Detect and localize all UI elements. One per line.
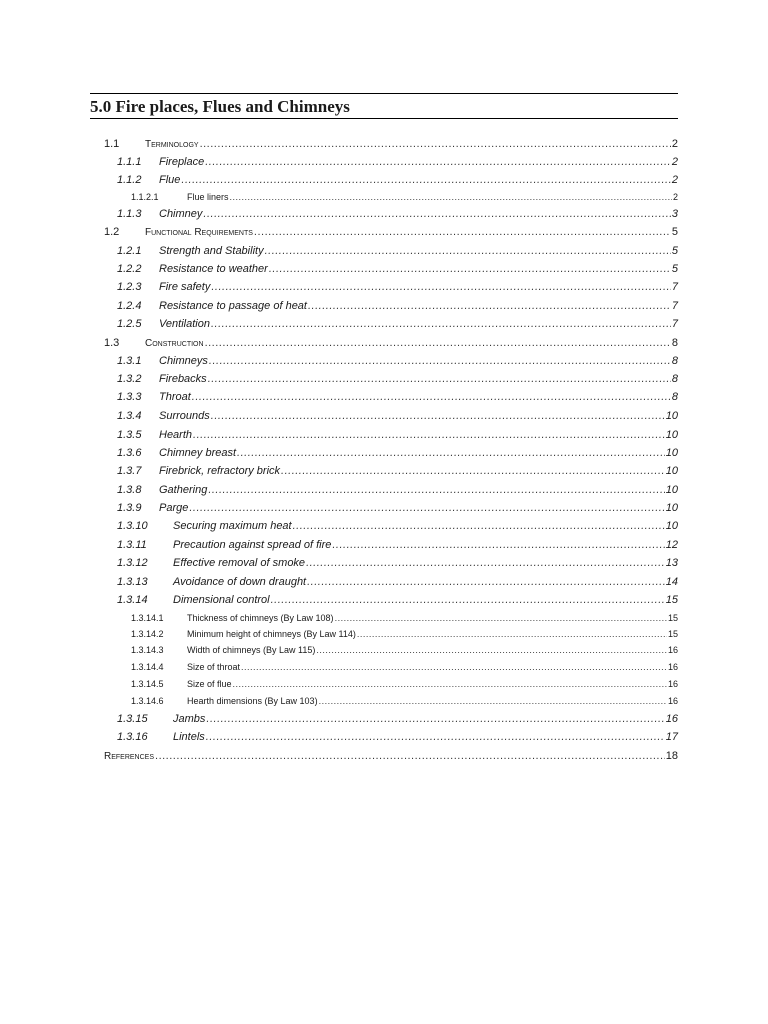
toc-entry-page: 12 <box>665 539 678 551</box>
toc-entry-number: 1.3.1 <box>117 355 142 367</box>
toc-entry-page: 13 <box>665 557 678 569</box>
toc-entry-number: 1.3.6 <box>117 447 142 459</box>
dot-leader <box>233 677 667 691</box>
toc-entry[interactable] <box>131 677 678 691</box>
dot-leader <box>192 390 671 404</box>
dot-leader <box>211 280 671 294</box>
toc-entry-title: Throat <box>159 391 191 403</box>
toc-entry-title: Effective removal of smoke <box>173 557 306 569</box>
toc-entry[interactable] <box>117 593 678 607</box>
dot-leader <box>206 712 664 726</box>
dot-leader <box>205 155 671 169</box>
toc-entry-title: Resistance to passage of heat <box>159 300 307 312</box>
toc-entry-page: 10 <box>665 484 678 496</box>
toc-entry-title: Width of chimneys (By Law 115) <box>187 645 316 655</box>
toc-entry[interactable] <box>117 575 678 589</box>
toc-entry-title: Jambs <box>173 713 206 725</box>
dot-leader <box>281 464 665 478</box>
toc-entry-title: Chimney breast <box>159 447 237 459</box>
toc-entry-page: 17 <box>665 731 678 743</box>
toc-entry[interactable] <box>117 390 678 404</box>
toc-entry-title: Chimneys <box>159 355 208 367</box>
toc-entry-title: Precaution against spread of fire <box>173 539 332 551</box>
toc-entry-title: Parge <box>159 502 189 514</box>
toc-entry-number: 1.3.14.2 <box>131 629 164 639</box>
toc-entry-title: Flue liners <box>187 192 229 202</box>
toc-entry-page: 8 <box>671 337 678 349</box>
toc-entry-title: Avoidance of down draught <box>173 576 307 588</box>
dot-leader <box>209 354 671 368</box>
toc-entry-page: 10 <box>665 410 678 422</box>
toc-entry-number: 1.2.3 <box>117 281 142 293</box>
toc-entry-page: 8 <box>671 373 678 385</box>
toc-entry-title: Functional Requirements <box>145 227 253 238</box>
toc-entry-title: Surrounds <box>159 410 210 422</box>
toc-entry-number: 1.3.3 <box>117 391 142 403</box>
toc-entry[interactable] <box>131 611 678 625</box>
toc-entry-page: 14 <box>665 576 678 588</box>
toc-entry-page: 10 <box>665 520 678 532</box>
toc-entry-title: Securing maximum heat <box>173 520 292 532</box>
dot-leader <box>306 556 665 570</box>
toc-entry-page: 18 <box>665 750 678 762</box>
toc-entry-number: 1.3.10 <box>117 520 148 532</box>
toc-entry-page: 2 <box>671 174 678 186</box>
dot-leader <box>241 660 667 674</box>
toc-entry-title: Minimum height of chimneys (By Law 114) <box>187 629 356 639</box>
dot-leader <box>308 299 671 313</box>
dot-leader <box>293 519 665 533</box>
toc-entry[interactable] <box>117 354 678 368</box>
dot-leader <box>189 501 664 515</box>
toc-entry-page: 15 <box>665 594 678 606</box>
toc-entry-number: 1.3.14.4 <box>131 662 164 672</box>
toc-entry-number: 1.3.13 <box>117 576 148 588</box>
toc-entry[interactable] <box>131 694 678 708</box>
toc-entry-number: 1.3.15 <box>117 713 148 725</box>
toc-entry[interactable] <box>117 244 678 258</box>
toc-entry-title: Ventilation <box>159 318 210 330</box>
toc-entry-number: 1.3.7 <box>117 465 142 477</box>
toc-entry-number: 1.1.2 <box>117 174 142 186</box>
toc-entry[interactable] <box>117 317 678 331</box>
page-title: 5.0 Fire places, Flues and Chimneys <box>90 93 678 119</box>
toc-entry-number: 1.3.8 <box>117 484 142 496</box>
toc-entry-title: Hearth dimensions (By Law 103) <box>187 696 318 706</box>
toc-entry-number: 1.3.12 <box>117 557 148 569</box>
dot-leader <box>155 749 665 763</box>
toc-entry-title: Fire safety <box>159 281 211 293</box>
toc-entry[interactable] <box>117 428 678 442</box>
toc-entry-title: Firebrick, refractory brick <box>159 465 281 477</box>
dot-leader <box>254 225 671 239</box>
toc-entry-number: 1.1.3 <box>117 208 142 220</box>
toc-entry[interactable] <box>131 190 678 204</box>
toc-entry-title: Firebacks <box>159 373 207 385</box>
toc-entry-number: 1.3.4 <box>117 410 142 422</box>
toc-entry[interactable] <box>117 538 678 552</box>
dot-leader <box>205 336 671 350</box>
toc-entry-page: 16 <box>667 696 678 706</box>
dot-leader <box>193 428 665 442</box>
dot-leader <box>208 483 664 497</box>
toc-entry[interactable] <box>117 464 678 478</box>
dot-leader <box>335 611 667 625</box>
toc-entry-number: 1.3.16 <box>117 731 148 743</box>
dot-leader <box>237 446 665 460</box>
toc-entry[interactable] <box>117 207 678 221</box>
toc-entry-page: 7 <box>671 281 678 293</box>
toc-entry-page: 15 <box>667 613 678 623</box>
toc-entry[interactable] <box>117 483 678 497</box>
toc-entry-title: Dimensional control <box>173 594 270 606</box>
toc-entry-page: 2 <box>672 192 678 202</box>
toc-entry-title: Fireplace <box>159 156 205 168</box>
toc-entry[interactable] <box>117 173 678 187</box>
toc-entry[interactable] <box>117 262 678 276</box>
toc-entry-title: Construction <box>145 338 204 349</box>
toc-entry-page: 5 <box>671 263 678 275</box>
toc-entry-number: 1.3 <box>104 337 120 349</box>
toc-entry-number: 1.3.5 <box>117 429 142 441</box>
toc-entry-title: Strength and Stability <box>159 245 264 257</box>
toc-entry[interactable] <box>104 137 678 152</box>
dot-leader <box>307 575 665 589</box>
toc-entry-title: Thickness of chimneys (By Law 108) <box>187 613 334 623</box>
toc-entry[interactable] <box>131 660 678 674</box>
toc-entry-number: 1.2.2 <box>117 263 142 275</box>
toc-entry-page: 16 <box>667 679 678 689</box>
dot-leader <box>316 643 667 657</box>
dot-leader <box>211 317 671 331</box>
toc-entry-number: 1.1.2.1 <box>131 192 159 202</box>
toc-entry-page: 16 <box>665 713 678 725</box>
toc-entry[interactable] <box>117 372 678 386</box>
toc-entry-title: Chimney <box>159 208 203 220</box>
toc-entry[interactable] <box>117 299 678 313</box>
toc-entry[interactable] <box>117 519 678 533</box>
dot-leader <box>203 207 670 221</box>
toc-entry-page: 7 <box>671 318 678 330</box>
toc-entry[interactable] <box>104 749 678 764</box>
toc-entry-number: 1.2.1 <box>117 245 142 257</box>
toc-entry-number: 1.3.14.5 <box>131 679 164 689</box>
toc-entry-number: 1.3.2 <box>117 373 142 385</box>
toc-entry-page: 10 <box>665 465 678 477</box>
toc-entry[interactable] <box>104 225 678 240</box>
toc-entry-page: 15 <box>667 629 678 639</box>
toc-entry[interactable] <box>131 643 678 657</box>
toc-entry-number: 1.2.5 <box>117 318 142 330</box>
toc-entry-page: 2 <box>671 156 678 168</box>
toc-entry-page: 3 <box>671 208 678 220</box>
toc-entry-title: Lintels <box>173 731 205 743</box>
toc-entry-title: Hearth <box>159 429 193 441</box>
dot-leader <box>269 262 671 276</box>
toc-entry-number: 1.2 <box>104 226 120 238</box>
toc-entry-page: 10 <box>665 447 678 459</box>
toc-entry-page: 8 <box>671 391 678 403</box>
toc-entry-page: 10 <box>665 429 678 441</box>
dot-leader <box>271 593 665 607</box>
toc-entry-title: Terminology <box>145 139 199 150</box>
toc-entry-number: 1.2.4 <box>117 300 142 312</box>
toc-entry[interactable] <box>131 627 678 641</box>
toc-entry-page: 5 <box>671 245 678 257</box>
toc-entry[interactable] <box>117 730 678 744</box>
toc-entry-number: 1.1.1 <box>117 156 142 168</box>
toc-entry-page: 5 <box>671 226 678 238</box>
dot-leader <box>211 409 665 423</box>
toc-entry-title: Flue <box>159 174 181 186</box>
toc-entry-page: 10 <box>665 502 678 514</box>
dot-leader <box>208 372 671 386</box>
toc-entry-number: 1.3.14.1 <box>131 613 164 623</box>
dot-leader <box>206 730 665 744</box>
toc-entry-page: 16 <box>667 645 678 655</box>
dot-leader <box>319 694 667 708</box>
toc-entry-page: 16 <box>667 662 678 672</box>
dot-leader <box>357 627 667 641</box>
toc-entry-title: References <box>104 751 155 762</box>
dot-leader <box>200 137 671 151</box>
toc-entry-title: Resistance to weather <box>159 263 268 275</box>
dot-leader <box>265 244 671 258</box>
toc-entry-number: 1.3.14 <box>117 594 148 606</box>
toc-entry[interactable] <box>104 336 678 351</box>
toc-entry-number: 1.1 <box>104 138 120 150</box>
dot-leader <box>332 538 664 552</box>
toc-entry[interactable] <box>117 501 678 515</box>
toc-entry[interactable] <box>117 409 678 423</box>
toc-entry-number: 1.3.14.3 <box>131 645 164 655</box>
toc-entry-page: 7 <box>671 300 678 312</box>
toc-entry-number: 1.3.9 <box>117 502 142 514</box>
toc-entry-title: Size of flue <box>187 679 232 689</box>
dot-leader <box>181 173 670 187</box>
toc-entry-number: 1.3.14.6 <box>131 696 164 706</box>
dot-leader <box>230 190 672 204</box>
toc-entry[interactable] <box>117 556 678 570</box>
toc-entry-title: Gathering <box>159 484 208 496</box>
toc-entry-number: 1.3.11 <box>117 539 147 551</box>
toc-entry-page: 2 <box>671 138 678 150</box>
toc-entry[interactable] <box>117 446 678 460</box>
toc-entry[interactable] <box>117 280 678 294</box>
toc-entry-title: Size of throat <box>187 662 241 672</box>
toc-entry-page: 8 <box>671 355 678 367</box>
toc-entry[interactable] <box>117 712 678 726</box>
toc-entry[interactable] <box>117 155 678 169</box>
